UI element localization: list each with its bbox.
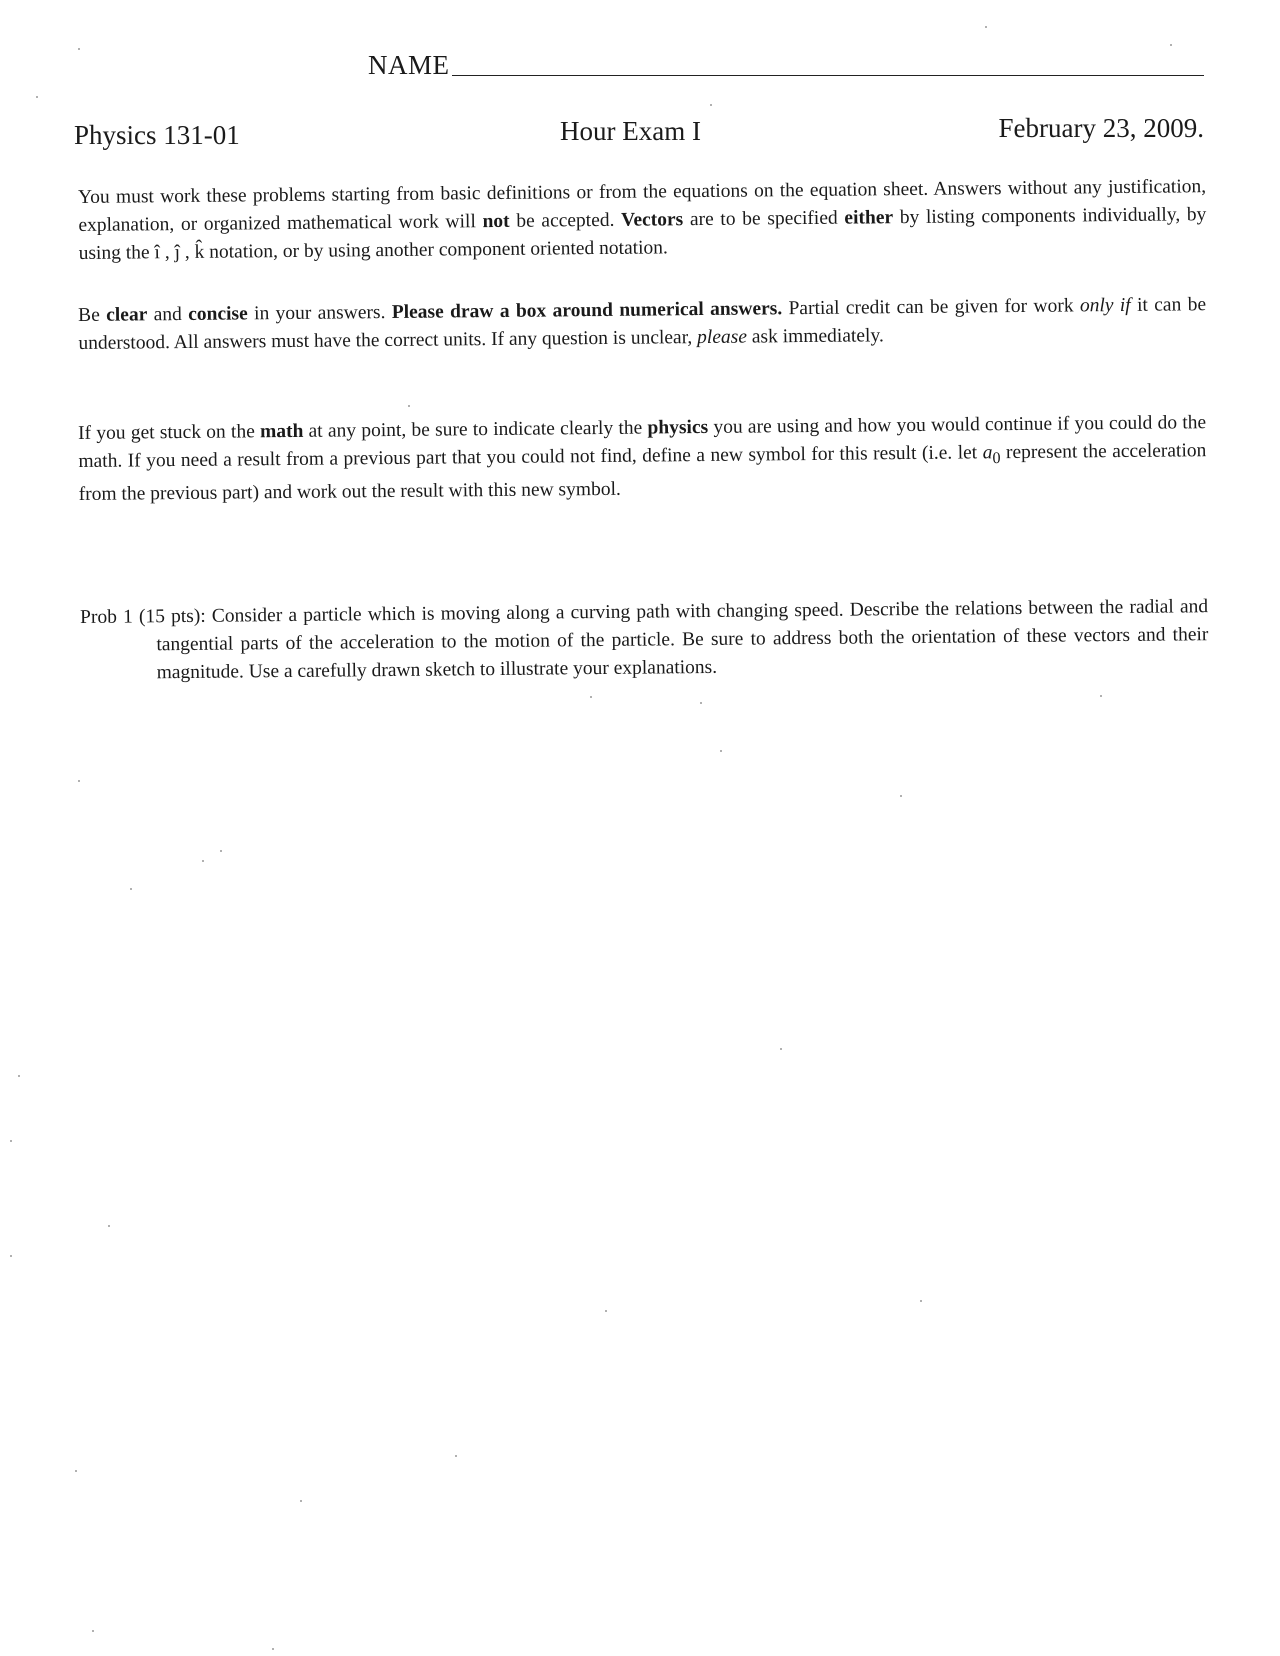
scan-speck <box>920 1300 922 1302</box>
scan-speck <box>780 1048 782 1050</box>
scan-speck <box>272 1648 274 1650</box>
exam-header <box>74 113 1204 156</box>
problem-1-text: Consider a particle which is moving along a curving path with changing speed. Describe the relations between the radial and tangential parts of the acceleration to the motion of the particle. Be sure to address both the orientation of these vectors and their magnitude. Use a carefully drawn sketch to illustrate your explanations. <box>156 596 1209 684</box>
scan-speck <box>220 850 222 852</box>
scan-speck <box>985 26 987 28</box>
scan-speck <box>130 888 132 890</box>
instructions-paragraph-3: If you get stuck on the math at any point, be sure to indicate clearly the physics you are using and how you would continue if you could do the math. If you need a result from a previous part that you could not find, define a new symbol for this result (i.e. let $a_0$ represent the acceleration from the previous part) and work out the result with this new symbol. <box>78 412 1207 505</box>
scan-speck <box>408 405 410 407</box>
scan-speck <box>36 96 38 98</box>
problem-1-label: Prob 1 (15 pts): <box>80 605 212 628</box>
instructions-paragraph-2: Be clear and concise in your answers. Please draw a box around numerical answers. Partial credit can be given for work only if it can be understood. All answers must have the correct units. If any question is unclear, please ask immediately. <box>78 294 1207 354</box>
exam-date: February 23, 2009. <box>998 113 1204 143</box>
scan-speck <box>700 702 702 704</box>
scan-speck <box>710 104 712 106</box>
scan-speck <box>108 1225 110 1227</box>
name-field <box>368 45 1204 79</box>
answer-space[interactable] <box>60 700 1220 1620</box>
course-code: Physics 131-01 <box>74 120 240 150</box>
scan-speck <box>590 696 592 698</box>
scan-speck <box>10 1255 12 1257</box>
scan-speck <box>720 750 722 752</box>
scan-speck <box>78 780 80 782</box>
scan-speck <box>202 860 204 862</box>
name-blank-line <box>452 75 1205 76</box>
scan-speck <box>1170 44 1172 46</box>
scan-speck <box>78 48 80 50</box>
scan-speck <box>18 1075 20 1077</box>
scan-speck <box>455 1455 457 1457</box>
scan-speck <box>300 1500 302 1502</box>
name-label: NAME <box>368 50 450 80</box>
scan-speck <box>10 1140 12 1142</box>
scan-speck <box>1100 695 1102 697</box>
scan-speck <box>900 795 902 797</box>
exam-title: Hour Exam I <box>560 116 701 146</box>
scan-speck <box>75 1470 77 1472</box>
scan-speck <box>605 1310 607 1312</box>
scan-speck <box>92 1630 94 1632</box>
problem-1 <box>80 593 1209 688</box>
instructions-paragraph-1: You must work these problems starting from basic definitions or from the equations on the equation sheet. Answers without any justification, explanation, or organized mathematical work will not be accepted. Vectors are to be specified either by listing components individually, by using the î , ĵ , k̂ notation, or by using another component oriented notation. <box>78 176 1207 264</box>
